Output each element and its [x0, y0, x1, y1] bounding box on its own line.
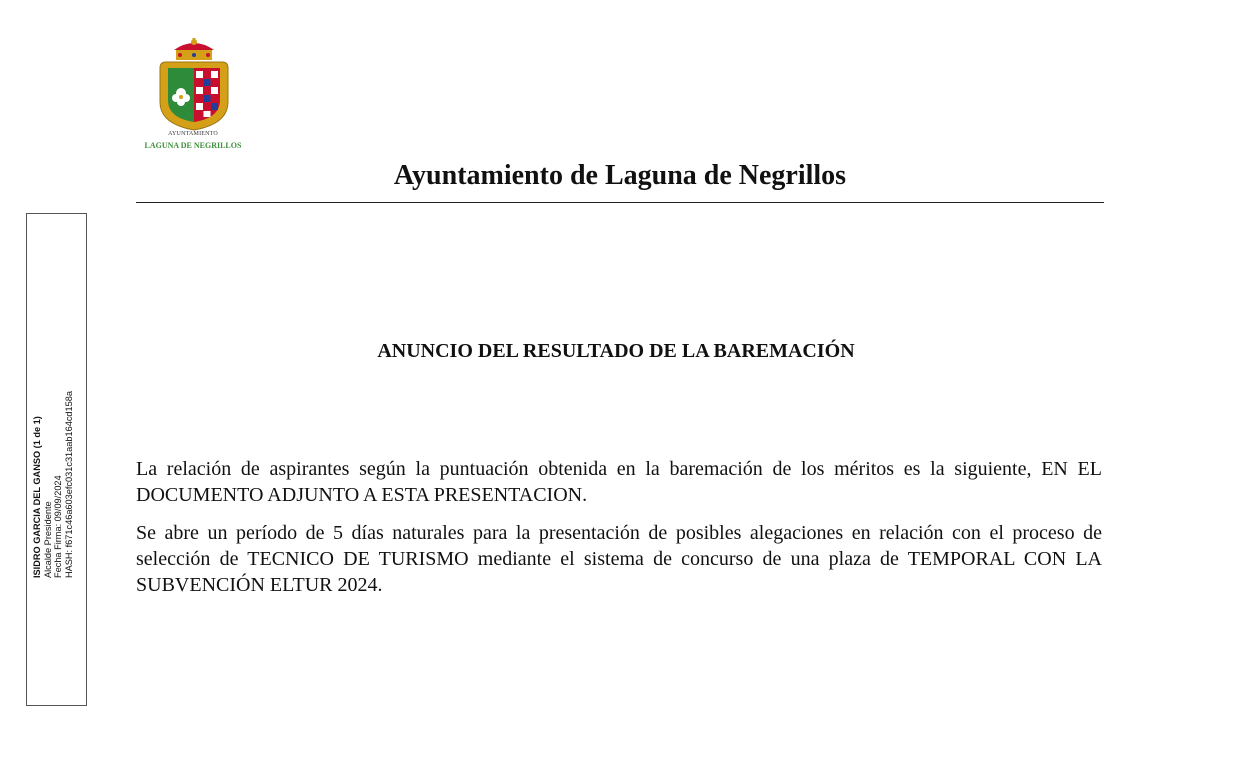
- signature-date: Fecha Firma: 09/09/2024: [53, 475, 63, 578]
- crown-icon: [174, 38, 214, 60]
- signature-hash: HASH: f671c46a603efc031c31aab164cd158a: [63, 391, 74, 578]
- logo-caption-town: LAGUNA DE NEGRILLOS: [144, 141, 242, 150]
- coat-of-arms-icon: [134, 38, 254, 134]
- signer-name: ISIDRO GARCIA DEL GANSO (1 de 1): [32, 416, 42, 578]
- document-title: ANUNCIO DEL RESULTADO DE LA BAREMACIÓN: [377, 340, 855, 362]
- header-divider: [136, 202, 1104, 203]
- signature-stamp: [32, 391, 74, 578]
- page-header-title: Ayuntamiento de Laguna de Negrillos: [393, 160, 847, 191]
- logo-caption-ayuntamiento: AYUNTAMIENTO: [168, 131, 218, 137]
- signer-role: Alcalde Presidente: [42, 501, 53, 578]
- paragraph-applicants: La relación de aspirantes según la puntuación obtenida en la baremación de los méritos es la siguiente, EN EL DOCUMENTO ADJUNTO A ESTA PRESENTACION.: [136, 458, 1102, 506]
- paragraph-allegations: Se abre un período de 5 días naturales para la presentación de posibles alegaciones en relación con el proceso de selección de TECNICO DE TURISMO mediante el sistema de concurso de una plaza de TEMPORAL CON LA SUBVENCIÓN ELTUR 2024.: [136, 522, 1102, 596]
- document-body: [136, 456, 1102, 610]
